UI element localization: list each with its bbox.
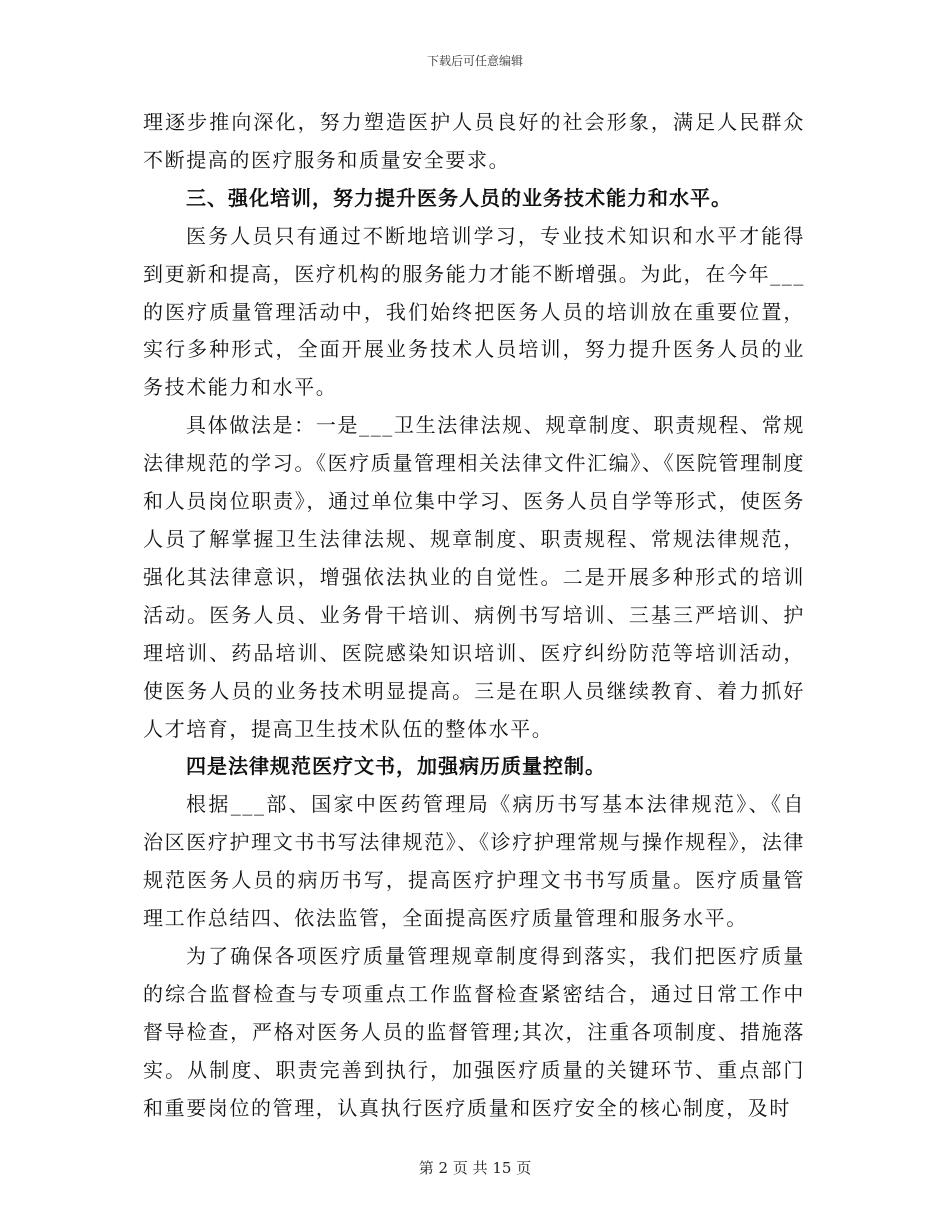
section-heading-training: 三、强化培训，努力提升医务人员的业务技术能力和水平。: [186, 185, 732, 210]
page-header-note: 下载后可任意编辑: [426, 54, 523, 68]
section-heading-medical-records: 四是法律规范医疗文书，加强病历质量控制。: [186, 754, 606, 779]
paragraph-medical-records: 根据___部、国家中医药管理局《病历书写基本法律规范》、《自治区医疗护理文书书写法律规范》、《诊疗护理常规与操作规程》，法律规范医务人员的病历书写，提高医疗护理文书书写质量。医疗质量管理工作总结四、依法监管，全面提高医疗质量管理和服务水平。: [143, 792, 805, 931]
paragraph-training-intro: 医务人员只有通过不断地培训学习，专业技术知识和水平才能得到更新和提高，医疗机构的服务能力才能不断增强。为此，在今年___的医疗质量管理活动中，我们始终把医务人员的培训放在重要位置，实行多种形式，全面开展业务技术人员培训，努力提升医务人员的业务技术能力和水平。: [143, 223, 805, 400]
paragraph-supervision: 为了确保各项医疗质量管理规章制度得到落实，我们把医疗质量的综合监督检查与专项重点工作监督检查紧密结合，通过日常工作中督导检查，严格对医务人员的监督管理;其次，注重各项制度、措施落实。从制度、职责完善到执行，加强医疗质量的关键环节、重点部门和重要岗位的管理，认真执行医疗质量和医疗安全的核心制度，及时: [143, 943, 805, 1120]
document-body: [143, 104, 805, 1127]
paragraph-continued: 理逐步推向深化，努力塑造医护人员良好的社会形象，满足人民群众不断提高的医疗服务和质量安全要求。: [143, 110, 805, 172]
page-number-footer: 第 2 页 共 15 页: [418, 1159, 532, 1177]
paragraph-training-methods: 具体做法是：一是___卫生法律法规、规章制度、职责规程、常规法律规范的学习。《医疗质量管理相关法律文件汇编》、《医院管理制度和人员岗位职责》，通过单位集中学习、医务人员自学等形式，使医务人员了解掌握卫生法律法规、规章制度、职责规程、常规法律规范，强化其法律意识，增强依法执业的自觉性。二是开展多种形式的培训活动。医务人员、业务骨干培训、病例书写培训、三基三严培训、护理培训、药品培训、医院感染知识培训、医疗纠纷防范等培训活动，使医务人员的业务技术明显提高。三是在职人员继续教育、着力抓好人才培育，提高卫生技术队伍的整体水平。: [143, 413, 805, 741]
